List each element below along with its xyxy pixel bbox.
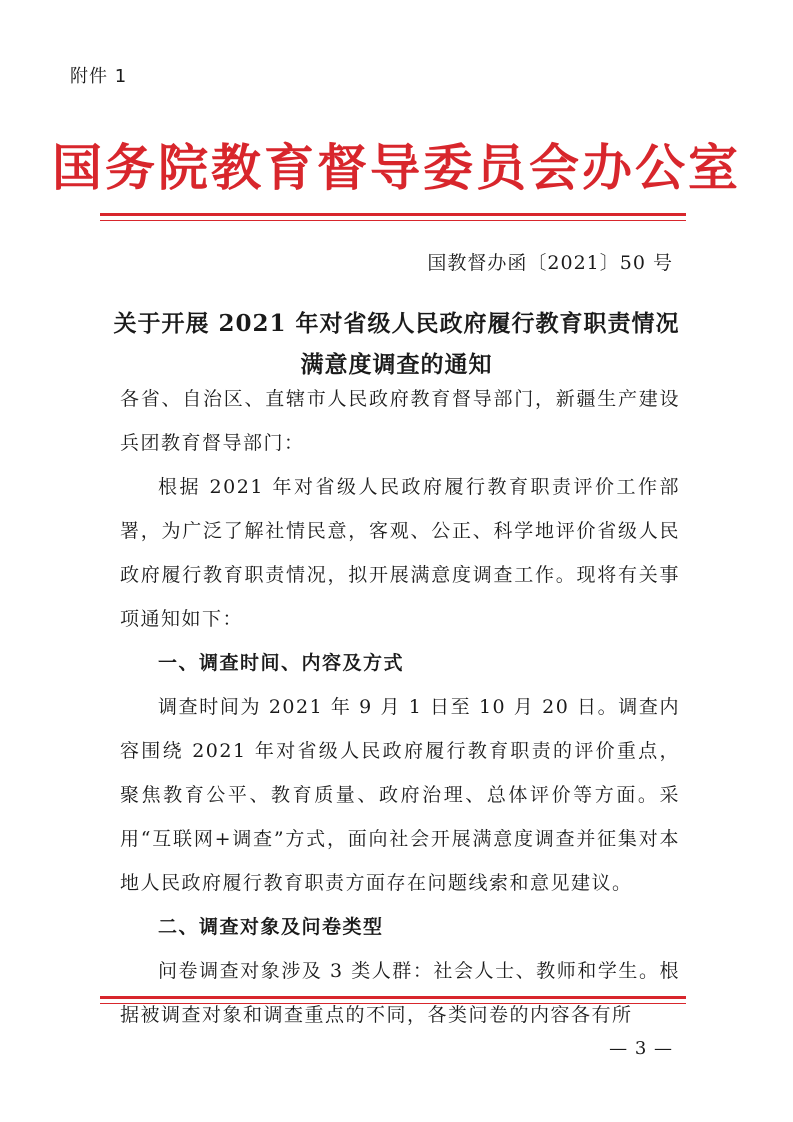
intro-paragraph: 根据 2021 年对省级人民政府履行教育职责评价工作部署，为广泛了解社情民意，客观、公正、科学地评价省级人民政府履行教育职责情况，拟开展满意度调查工作。现将有关事项通知如下： — [120, 476, 680, 630]
footer-rule-thick — [100, 996, 686, 999]
attachment-label: 附件 1 — [70, 66, 128, 87]
body-content — [120, 377, 680, 1037]
addressee: 各省、自治区、直辖市人民政府教育督导部门，新疆生产建设兵团教育督导部门： — [120, 388, 680, 454]
header-rule-thick — [100, 213, 686, 216]
page-number: — 3 — — [609, 1038, 673, 1059]
section2-paragraph: 问卷调查对象涉及 3 类人群：社会人士、教师和学生。根据被调查对象和调查重点的不同，各类问卷的内容各有所 — [120, 960, 680, 1026]
section1-paragraph: 调查时间为 2021 年 9 月 1 日至 10 月 20 日。调查内容围绕 2021 年对省级人民政府履行教育职责的评价重点，聚焦教育公平、教育质量、政府治理、总体评价等方面。采用“互联网+调查”方式，面向社会开展满意度调查并征集对本地人民政府履行教育职责方面存在问题线索和意见建议。 — [120, 696, 680, 894]
notice-title-line1: 关于开展 2021 年对省级人民政府履行教育职责情况 — [113, 310, 680, 337]
section1-heading: 一、调查时间、内容及方式 — [158, 652, 405, 674]
document-number: 国教督办函〔2021〕50 号 — [427, 252, 673, 274]
section2-heading: 二、调查对象及问卷类型 — [158, 916, 384, 938]
footer-rule-thin — [100, 1003, 686, 1004]
org-header-title: 国务院教育督导委员会办公室 — [52, 138, 741, 197]
header-rule-thin — [100, 220, 686, 221]
notice-title-line2: 满意度调查的通知 — [300, 351, 493, 378]
